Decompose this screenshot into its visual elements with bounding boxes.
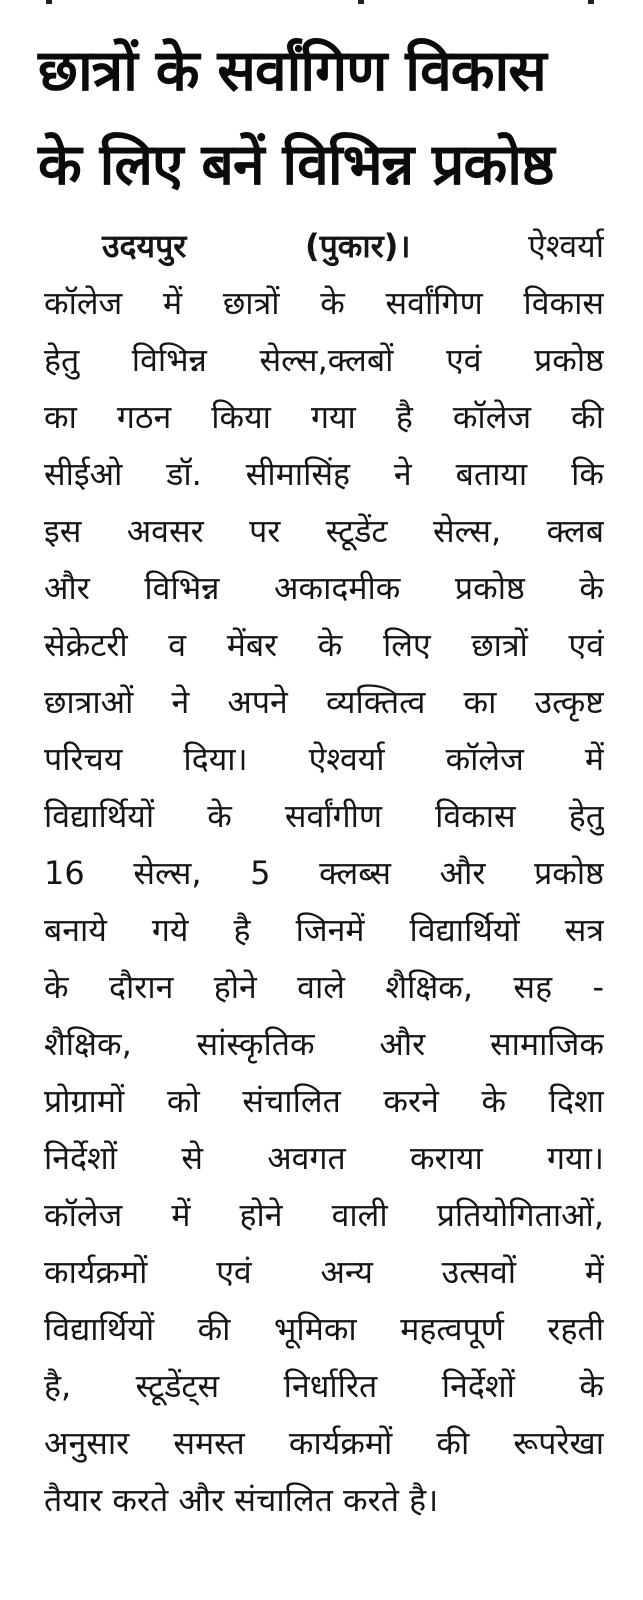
body-line: कॉलेज में होने वाली प्रतियोगिताओं, [44, 1196, 604, 1234]
first-line-text: ऐश्वर्या [528, 227, 604, 265]
body-line: कॉलेज में छात्रों के सर्वांगिण विकास [44, 284, 604, 322]
body-line-last: तैयार करते और संचालित करते है। [44, 1481, 439, 1519]
body-line-first [44, 218, 604, 275]
body-line: प्रोग्रामों को संचालित करने के दिशा [44, 1082, 604, 1120]
headline-line-1: छात्रों के सर्वांगिण विकास [38, 38, 546, 104]
body-line: विद्यार्थियों की भूमिका महत्वपूर्ण रहती [44, 1310, 604, 1348]
body-line: बनाये गये है जिनमें विद्यार्थियों सत्र [44, 911, 604, 949]
body-line: अनुसार समस्त कार्यक्रमों की रूपरेखा [44, 1424, 604, 1462]
body-line: इस अवसर पर स्टूडेंट सेल्स, क्लब [44, 512, 604, 550]
body-line: है, स्टूडेंट्स निर्धारित निर्देशों के [44, 1367, 604, 1405]
headline [38, 24, 608, 212]
body-line: छात्राओं ने अपने व्यक्तित्व का उत्कृष्ट [44, 683, 604, 721]
headline-line-2: के लिए बनें विभिन्न प्रकोष्ठ [38, 132, 554, 198]
body-line: हेतु विभिन्न सेल्स,क्लबों एवं प्रकोष्ठ [44, 341, 604, 379]
cut-off-previous-text [40, 0, 603, 8]
body-line: कार्यक्रमों एवं अन्य उत्सवों में [44, 1253, 604, 1291]
body-line: शैक्षिक, सांस्कृतिक और सामाजिक [44, 1025, 604, 1063]
body-line: विद्यार्थियों के सर्वांगीण विकास हेतु [44, 797, 604, 835]
body-line: के दौरान होने वाले शैक्षिक, सह - [44, 968, 604, 1006]
body-line: परिचय दिया। ऐश्वर्या कॉलेज में [44, 740, 604, 778]
article-body [44, 218, 604, 1529]
body-line: का गठन किया गया है कॉलेज की [44, 398, 604, 436]
body-line: 16 सेल्स, 5 क्लब्स और प्रकोष्ठ [44, 854, 604, 892]
body-line: सेक्रेटरी व मेंबर के लिए छात्रों एवं [44, 626, 604, 664]
dateline: उदयपुर (पुकार)। [102, 227, 411, 265]
body-line: सीईओ डॉ. सीमासिंह ने बताया कि [44, 455, 604, 493]
body-line: निर्देशों से अवगत कराया गया। [44, 1139, 604, 1177]
body-line: और विभिन्न अकादमीक प्रकोष्ठ के [44, 569, 604, 607]
